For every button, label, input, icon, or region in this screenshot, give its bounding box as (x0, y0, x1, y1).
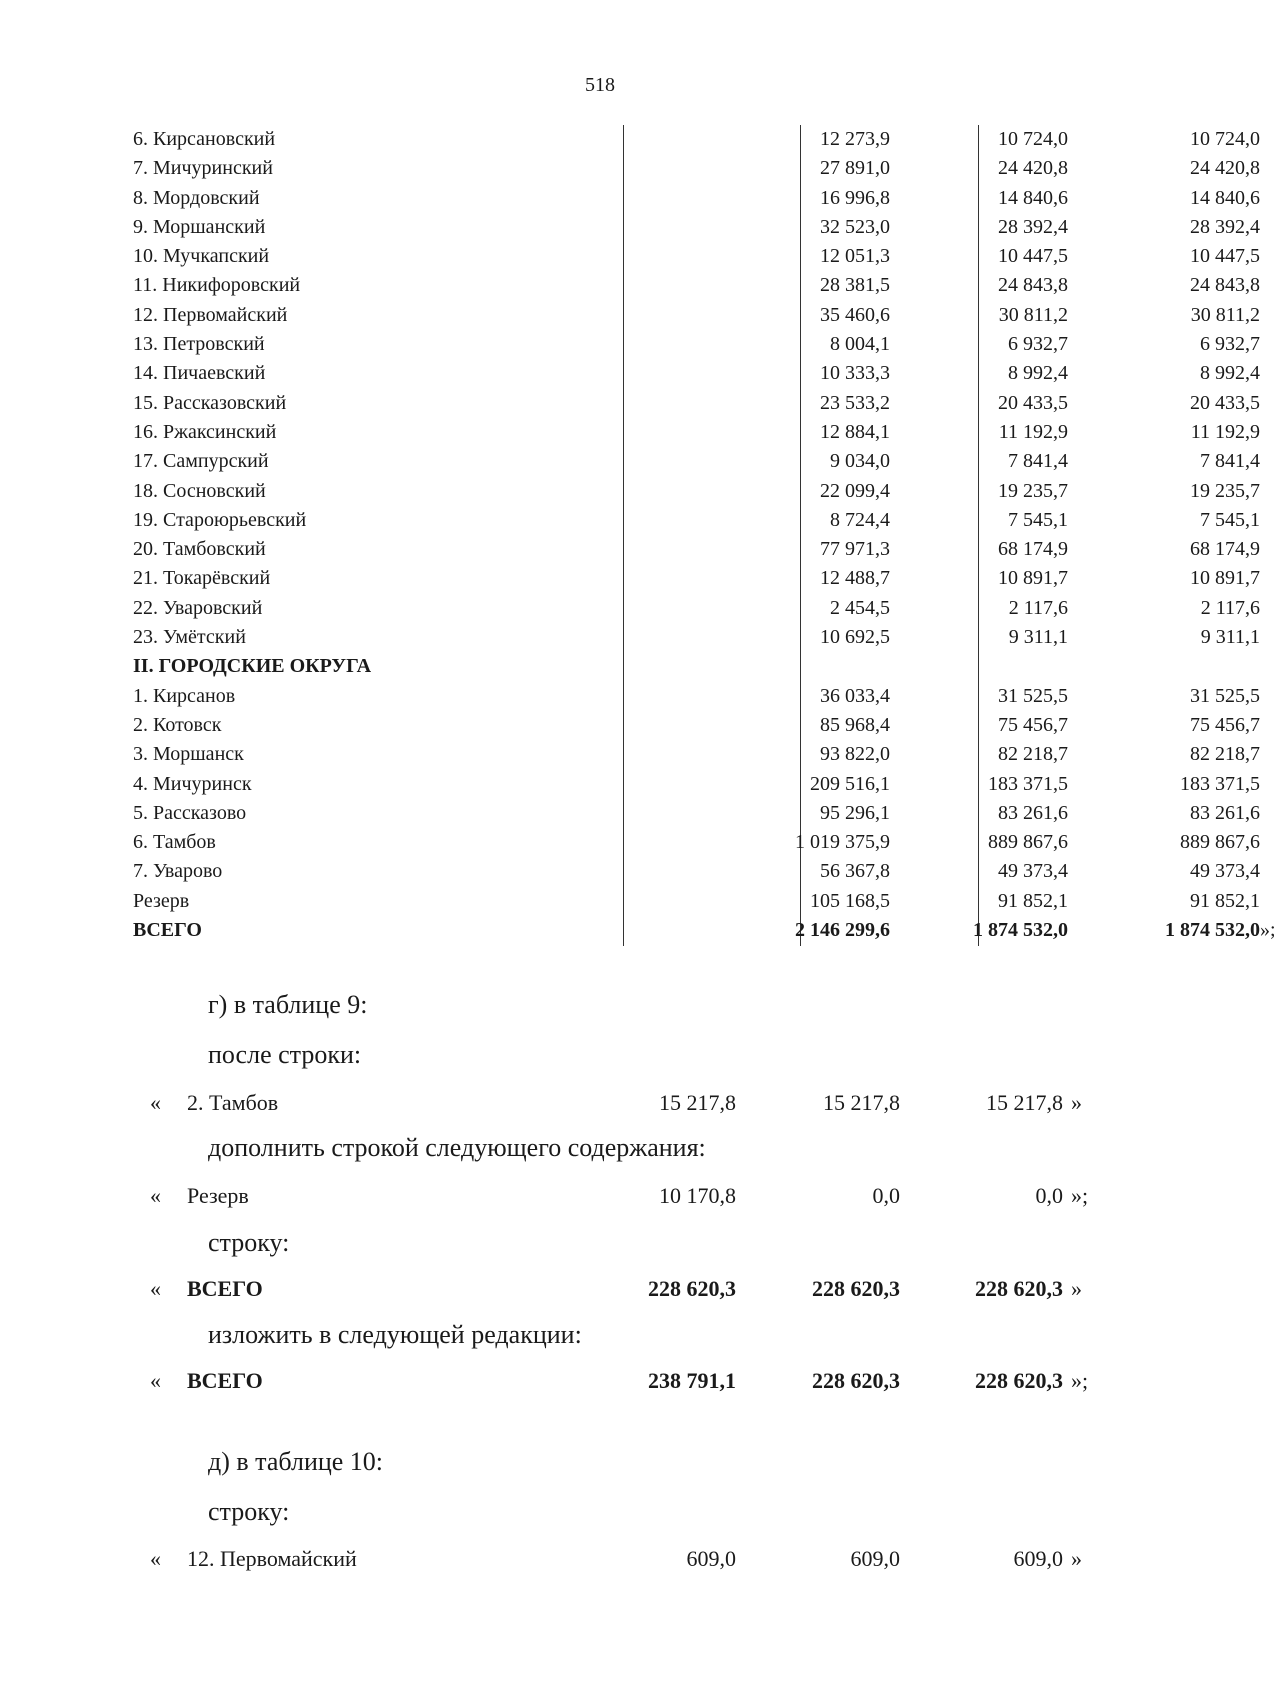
row-value-2: 24 843,8 (998, 274, 1068, 297)
row-label: ВСЕГО (187, 1276, 263, 1301)
row-value-1: 12 884,1 (820, 420, 890, 443)
row-name: 7. Уварово (133, 860, 223, 883)
row-value-1: 12 273,9 (820, 128, 890, 150)
row-value-2: 8 992,4 (1008, 362, 1068, 385)
quoted-row-reserve (0, 1181, 1200, 1211)
quoted-row-tambov (0, 1088, 1200, 1118)
row-value-1: 77 971,3 (820, 538, 890, 561)
row-value-3: 8 992,4 (1200, 362, 1260, 385)
row-value-2: 15 217,8 (823, 1090, 900, 1115)
row-value-2: 1 874 532,0 (973, 919, 1068, 942)
table-row (133, 535, 1260, 564)
row-name: 3. Моршанск (133, 743, 244, 766)
row-value-2: 49 373,4 (998, 860, 1068, 883)
row-value-3: 91 852,1 (1190, 889, 1260, 912)
budget-table (133, 125, 1276, 945)
close-quote: »; (1260, 919, 1276, 942)
table-row (133, 447, 1260, 476)
row-value-3: 10 891,7 (1190, 567, 1260, 590)
row-name: 11. Никифоровский (133, 274, 301, 297)
row-value-3: 31 525,5 (1190, 684, 1260, 707)
row-name: Резерв (133, 889, 190, 912)
close-quote: »; (1071, 1368, 1089, 1393)
row-value-1: 93 822,0 (820, 743, 890, 766)
row-value-3: 1 874 532,0 (1165, 919, 1260, 942)
row-value-1: 228 620,3 (648, 1276, 736, 1301)
table-row (133, 623, 1260, 652)
row-value-2: 11 192,9 (998, 420, 1068, 443)
row-value-1: 12 488,7 (820, 567, 890, 590)
close-quote: » (1071, 1546, 1082, 1571)
after-row-text: после строки: (208, 1040, 362, 1069)
table-row (133, 301, 1260, 330)
row-name: 6. Тамбов (133, 831, 216, 854)
quoted-row-total-old (0, 1274, 1200, 1304)
add-row-text: дополнить строкой следующего содержания: (208, 1133, 706, 1162)
row-value-1: 28 381,5 (820, 274, 890, 297)
row-value-2: 6 932,7 (1008, 333, 1068, 356)
row-value-2: 10 447,5 (998, 245, 1068, 268)
table-row (133, 213, 1260, 242)
table-row (133, 418, 1260, 447)
row-value-1: 609,0 (686, 1546, 736, 1571)
row-value-2: 9 311,1 (1008, 626, 1068, 649)
close-quote: » (1071, 1276, 1082, 1301)
row-value-3: 20 433,5 (1190, 391, 1260, 414)
open-quote: « (150, 1183, 161, 1208)
row-value-2: 91 852,1 (998, 889, 1068, 912)
table-row (133, 125, 1260, 154)
row-value-1: 2 146 299,6 (795, 919, 890, 942)
row-value-3: 14 840,6 (1190, 186, 1260, 209)
row-value-2: 183 371,5 (988, 772, 1068, 795)
row-value-3: 6 932,7 (1200, 333, 1260, 356)
row-value-2: 10 724,0 (998, 128, 1068, 150)
row-name: 7. Мичуринский (133, 157, 273, 180)
table-row (133, 594, 1260, 623)
row-value-3: 15 217,8 (986, 1090, 1063, 1115)
row-name: 8. Мордовский (133, 186, 260, 209)
row-value-3: 183 371,5 (1180, 772, 1260, 795)
row-name: 4. Мичуринск (133, 772, 252, 795)
close-quote: »; (1071, 1183, 1089, 1208)
row-name: 19. Староюрьевский (133, 508, 307, 531)
row-name: 23. Умётский (133, 626, 246, 649)
table-row (133, 857, 1260, 886)
row-value-1: 56 367,8 (820, 860, 890, 883)
row-value-2: 30 811,2 (998, 303, 1068, 326)
row-value-2: 68 174,9 (998, 538, 1068, 561)
row-value-3: 68 174,9 (1190, 538, 1260, 561)
row-value-1: 22 099,4 (820, 479, 890, 502)
row-value-3: 10 447,5 (1190, 245, 1260, 268)
table-row (133, 271, 1260, 300)
row-name: 16. Ржаксинский (133, 420, 277, 443)
open-quote: « (150, 1368, 161, 1393)
row-name: 1. Кирсанов (133, 684, 236, 707)
row-value-3: 75 456,7 (1190, 713, 1260, 736)
row-name: 15. Рассказовский (133, 391, 287, 414)
row-name: 17. Сампурский (133, 450, 269, 473)
row-name: 14. Пичаевский (133, 362, 266, 385)
row-value-3: 0,0 (1035, 1183, 1063, 1208)
row-value-3: 228 620,3 (975, 1276, 1063, 1301)
row-value-2: 0,0 (872, 1183, 900, 1208)
row-value-3: 10 724,0 (1190, 128, 1260, 150)
row-name: 22. Уваровский (133, 596, 263, 619)
row-word-text: строку: (208, 1228, 290, 1257)
table-row (133, 154, 1260, 183)
row-value-2: 228 620,3 (812, 1368, 900, 1393)
row-name: 9. Моршанский (133, 215, 266, 238)
table-row (133, 184, 1260, 213)
restate-text: изложить в следующей редакции: (208, 1320, 582, 1349)
table-total-row (133, 916, 1276, 945)
row-name: 2. Котовск (133, 713, 222, 736)
row-value-3: 24 843,8 (1190, 274, 1260, 297)
row-value-1: 10 170,8 (659, 1183, 736, 1208)
row-value-1: 10 692,5 (820, 626, 890, 649)
row-value-2: 7 841,4 (1008, 450, 1068, 473)
row-label: ВСЕГО (187, 1368, 263, 1393)
row-value-1: 35 460,6 (820, 303, 890, 326)
row-value-1: 23 533,2 (820, 391, 890, 414)
row-value-3: 609,0 (1013, 1546, 1063, 1571)
row-value-2: 82 218,7 (998, 743, 1068, 766)
table-row (133, 564, 1260, 593)
row-value-3: 49 373,4 (1190, 860, 1260, 883)
row-value-2: 14 840,6 (998, 186, 1068, 209)
table-row (133, 770, 1260, 799)
row-name: 12. Первомайский (133, 303, 288, 326)
table-row (133, 799, 1260, 828)
table-row (133, 711, 1260, 740)
row-value-1: 1 019 375,9 (795, 831, 890, 854)
row-value-2: 10 891,7 (998, 567, 1068, 590)
row-value-1: 15 217,8 (659, 1090, 736, 1115)
row-value-3: 228 620,3 (975, 1368, 1063, 1393)
row-value-1: 36 033,4 (820, 684, 890, 707)
row-value-2: 83 261,6 (998, 801, 1068, 824)
row-value-3: 19 235,7 (1190, 479, 1260, 502)
page-number: 518 (585, 74, 615, 96)
row-value-1: 85 968,4 (820, 713, 890, 736)
row-value-2: 7 545,1 (1008, 508, 1068, 531)
row-value-1: 8 724,4 (830, 508, 890, 531)
row-value-1: 12 051,3 (820, 245, 890, 268)
row-name: 21. Токарёвский (133, 567, 271, 590)
row-value-1: 105 168,5 (810, 889, 890, 912)
open-quote: « (150, 1090, 161, 1115)
row-name: ВСЕГО (133, 919, 202, 942)
row-name: II. ГОРОДСКИЕ ОКРУГА (133, 655, 372, 678)
row-value-2: 28 392,4 (998, 215, 1068, 238)
row-value-3: 9 311,1 (1200, 626, 1260, 649)
row-value-1: 95 296,1 (820, 801, 890, 824)
table-row (133, 242, 1260, 271)
row-value-3: 83 261,6 (1190, 801, 1260, 824)
row-name: 18. Сосновский (133, 479, 266, 502)
row-value-2: 2 117,6 (1008, 596, 1068, 619)
row-name: 6. Кирсановский (133, 128, 276, 150)
close-quote: » (1071, 1090, 1082, 1115)
table-row (133, 682, 1260, 711)
row-value-2: 228 620,3 (812, 1276, 900, 1301)
table-row (133, 828, 1260, 857)
row-label: 12. Первомайский (187, 1546, 357, 1571)
row-value-1: 16 996,8 (820, 186, 890, 209)
table-section-row (133, 652, 1133, 681)
quoted-row-total-new (0, 1366, 1200, 1396)
row-value-1: 9 034,0 (830, 450, 890, 473)
row-value-1: 27 891,0 (820, 157, 890, 180)
row-value-3: 889 867,6 (1180, 831, 1260, 854)
row-label: Резерв (187, 1183, 249, 1208)
table-row (133, 740, 1260, 769)
row-value-3: 24 420,8 (1190, 157, 1260, 180)
row-value-1: 209 516,1 (810, 772, 890, 795)
row-name: 5. Рассказово (133, 801, 247, 824)
row-value-2: 20 433,5 (998, 391, 1068, 414)
row-word-text: строку: (208, 1497, 290, 1526)
row-value-1: 32 523,0 (820, 215, 890, 238)
row-value-3: 11 192,9 (1190, 420, 1260, 443)
row-value-1: 238 791,1 (648, 1368, 736, 1393)
row-value-3: 82 218,7 (1190, 743, 1260, 766)
row-value-3: 7 545,1 (1200, 508, 1260, 531)
row-value-1: 10 333,3 (820, 362, 890, 385)
section-d-heading: д) в таблице 10: (208, 1447, 384, 1476)
row-value-2: 889 867,6 (988, 831, 1068, 854)
row-value-2: 75 456,7 (998, 713, 1068, 736)
table-row (133, 330, 1260, 359)
row-value-3: 2 117,6 (1200, 596, 1260, 619)
row-name: 10. Мучкапский (133, 245, 270, 268)
open-quote: « (150, 1276, 161, 1301)
row-name: 13. Петровский (133, 333, 265, 356)
row-value-2: 609,0 (850, 1546, 900, 1571)
row-label: 2. Тамбов (187, 1090, 279, 1115)
table-row (133, 887, 1260, 916)
open-quote: « (150, 1546, 161, 1571)
row-value-1: 2 454,5 (830, 596, 890, 619)
row-value-2: 31 525,5 (998, 684, 1068, 707)
table-row (133, 389, 1260, 418)
table-row (133, 477, 1260, 506)
table-row (133, 506, 1260, 535)
row-value-3: 28 392,4 (1190, 215, 1260, 238)
section-g-heading: г) в таблице 9: (208, 990, 368, 1019)
row-value-3: 7 841,4 (1200, 450, 1260, 473)
quoted-row-pervomaisky (0, 1544, 1200, 1574)
row-value-1: 8 004,1 (830, 333, 890, 356)
table-row (133, 359, 1260, 388)
row-value-2: 19 235,7 (998, 479, 1068, 502)
row-value-2: 24 420,8 (998, 157, 1068, 180)
row-name: 20. Тамбовский (133, 538, 266, 561)
row-value-3: 30 811,2 (1190, 303, 1260, 326)
